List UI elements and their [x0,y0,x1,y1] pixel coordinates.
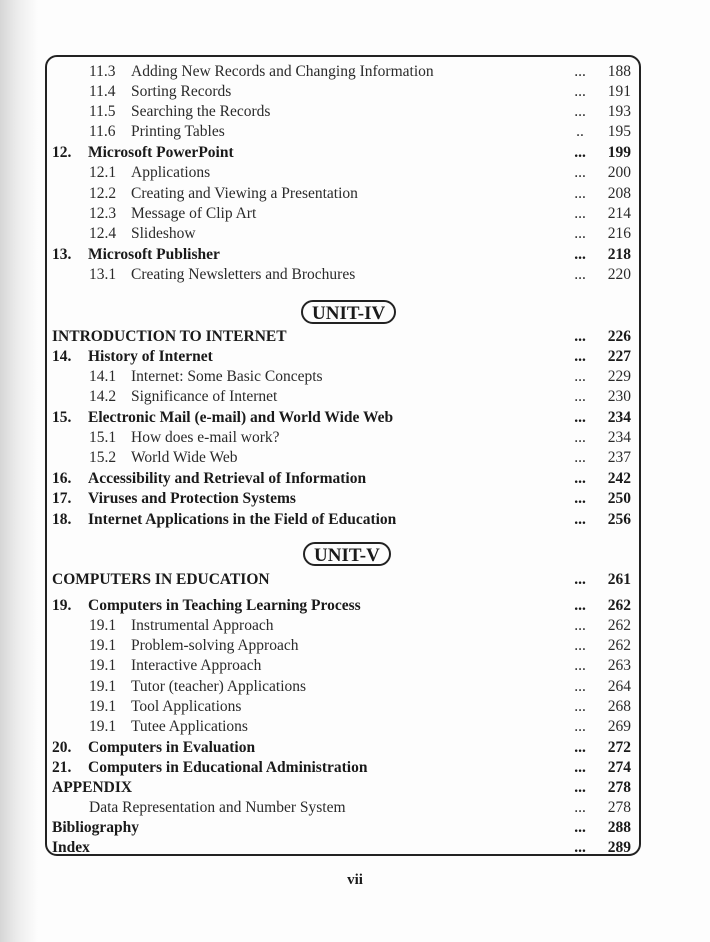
entry-page-number: 264 [607,678,631,695]
toc-entry[interactable] [47,62,639,82]
entry-title: Tutee Applications [131,718,248,735]
toc-entry[interactable] [47,143,639,163]
entry-page-number: 220 [607,266,631,283]
leader-dots: ... [574,429,586,446]
leader-dots: .. [576,123,584,140]
entry-title: Significance of Internet [131,388,278,405]
entry-title: Instrumental Approach [131,617,274,634]
entry-page-number: 269 [607,718,631,735]
entry-number: 14. [52,348,72,365]
leader-dots: ... [574,739,586,756]
leader-dots: ... [574,511,586,528]
toc-entry[interactable] [47,327,639,347]
entry-title: History of Internet [88,348,213,365]
leader-dots: ... [574,571,586,588]
leader-dots: ... [574,819,586,836]
entry-page-number: 262 [607,637,631,654]
leader-dots: ... [574,144,586,161]
entry-number: 14.1 [89,368,117,385]
entry-number: 12. [52,144,72,161]
toc-entry[interactable] [47,224,639,244]
entry-page-number: 289 [607,839,631,856]
entry-number: 12.3 [89,205,117,222]
leader-dots: ... [574,718,586,735]
toc-entry[interactable] [47,102,639,122]
leader-dots: ... [574,617,586,634]
toc-entry[interactable] [47,838,639,858]
toc-entry[interactable] [47,184,639,204]
entry-title: COMPUTERS IN EDUCATION [52,571,270,588]
entry-page-number: 193 [607,103,631,120]
entry-number: 19.1 [89,617,117,634]
entry-number: 13. [52,246,72,263]
entry-title: Index [52,839,90,856]
leader-dots: ... [574,637,586,654]
entry-title: APPENDIX [52,779,133,796]
leader-dots: ... [574,205,586,222]
toc-entry[interactable] [47,717,639,737]
leader-dots: ... [574,225,586,242]
entry-page-number: 229 [607,368,631,385]
toc-entry[interactable] [47,636,639,656]
entry-number: 12.4 [89,225,117,242]
entry-page-number: 218 [607,246,631,263]
entry-number: 12.2 [89,185,117,202]
leader-dots: ... [574,266,586,283]
entry-page-number: 230 [607,388,631,405]
toc-entry[interactable] [47,245,639,265]
entry-title: Computers in Teaching Learning Process [88,597,361,614]
leader-dots: ... [574,678,586,695]
toc-entry[interactable] [47,408,639,428]
leader-dots: ... [574,368,586,385]
entry-title: Accessibility and Retrieval of Information [88,470,367,487]
leader-dots: ... [574,449,586,466]
toc-entry[interactable] [47,758,639,778]
toc-entry[interactable] [47,122,639,142]
toc-entry[interactable] [47,818,639,838]
leader-dots: ... [574,698,586,715]
entry-title: Internet Applications in the Field of Education [88,511,397,528]
entry-title: How does e-mail work? [131,429,280,446]
toc-entry[interactable] [47,489,639,509]
leader-dots: ... [574,388,586,405]
entry-page-number: 227 [607,348,631,365]
entry-title: Data Representation and Number System [89,799,346,816]
entry-title: Bibliography [52,819,139,836]
entry-title: Slideshow [131,225,196,242]
leader-dots: ... [574,63,586,80]
entry-title: Internet: Some Basic Concepts [131,368,323,385]
leader-dots: ... [574,597,586,614]
entry-page-number: 191 [607,83,631,100]
toc-entry[interactable] [47,677,639,697]
entry-title: Creating Newsletters and Brochures [131,266,356,283]
entry-page-number: 199 [607,144,631,161]
entry-title: Searching the Records [131,103,271,120]
entry-page-number: 274 [607,759,631,776]
leader-dots: ... [574,348,586,365]
entry-page-number: 272 [607,739,631,756]
table-of-contents [45,55,641,856]
leader-dots: ... [574,657,586,674]
entry-page-number: 234 [607,409,631,426]
entry-number: 18. [52,511,72,528]
leader-dots: ... [574,759,586,776]
leader-dots: ... [574,799,586,816]
leader-dots: ... [574,83,586,100]
page-number: vii [347,872,363,888]
entry-number: 19.1 [89,637,117,654]
entry-page-number: 278 [607,799,631,816]
entry-number: 15.2 [89,449,117,466]
entry-number: 17. [52,490,72,507]
leader-dots: ... [574,328,586,345]
entry-page-number: 214 [607,205,631,222]
entry-title: Tool Applications [131,698,242,715]
entry-number: 11.4 [89,83,116,100]
leader-dots: ... [574,103,586,120]
entry-page-number: 268 [607,698,631,715]
toc-entry[interactable] [47,469,639,489]
leader-dots: ... [574,409,586,426]
entry-number: 12.1 [89,164,117,181]
toc-entry[interactable] [47,656,639,676]
entry-title: Computers in Evaluation [88,739,256,756]
toc-entry[interactable] [47,387,639,407]
entry-number: 19.1 [89,657,117,674]
toc-entry[interactable] [47,448,639,468]
entry-number: 19.1 [89,718,117,735]
entry-number: 11.5 [89,103,116,120]
toc-entry[interactable] [47,596,639,616]
entry-number: 14.2 [89,388,117,405]
toc-entry[interactable] [47,347,639,367]
leader-dots: ... [574,185,586,202]
entry-page-number: 288 [607,819,631,836]
entry-title: World Wide Web [131,449,238,466]
entry-page-number: 262 [607,617,631,634]
leader-dots: ... [574,164,586,181]
entry-number: 11.3 [89,63,116,80]
entry-title: Microsoft Publisher [88,246,220,263]
entry-number: 19.1 [89,678,117,695]
leader-dots: ... [574,839,586,856]
toc-entry[interactable] [47,367,639,387]
toc-entry[interactable] [47,697,639,717]
entry-title: Sorting Records [131,83,232,100]
entry-page-number: 216 [607,225,631,242]
entry-number: 19. [52,597,72,614]
entry-number: 15. [52,409,72,426]
entry-page-number: 263 [607,657,631,674]
entry-number: 19.1 [89,698,117,715]
leader-dots: ... [574,470,586,487]
toc-entry[interactable] [47,82,639,102]
entry-number: 15.1 [89,429,117,446]
entry-page-number: 278 [607,779,631,796]
entry-title: Computers in Educational Administration [88,759,368,776]
entry-title: Applications [131,164,211,181]
entry-title: Printing Tables [131,123,225,140]
entry-title: Electronic Mail (e-mail) and World Wide Web [88,409,394,426]
entry-page-number: 256 [607,511,631,528]
entry-title: Microsoft PowerPoint [88,144,234,161]
entry-page-number: 234 [607,429,631,446]
entry-page-number: 226 [607,328,631,345]
entry-title: Problem-solving Approach [131,637,299,654]
entry-page-number: 195 [607,123,631,140]
toc-entry[interactable] [47,510,639,530]
toc-entry[interactable] [47,163,639,183]
leader-dots: ... [574,490,586,507]
entry-page-number: 242 [607,470,631,487]
entry-title: Tutor (teacher) Applications [131,678,307,695]
entry-title: Creating and Viewing a Presentation [131,185,358,202]
entry-page-number: 208 [607,185,631,202]
entry-number: 21. [52,759,72,776]
entry-page-number: 250 [607,490,631,507]
toc-entry[interactable] [47,738,639,758]
entry-page-number: 188 [607,63,631,80]
entry-number: 11.6 [89,123,116,140]
entry-page-number: 200 [607,164,631,181]
page-edge-shadow [0,0,38,942]
toc-entry[interactable] [47,204,639,224]
entry-number: 13.1 [89,266,117,283]
leader-dots: ... [574,779,586,796]
leader-dots: ... [574,246,586,263]
entry-title: Interactive Approach [131,657,262,674]
entry-title: Adding New Records and Changing Information [131,63,434,80]
entry-number: 16. [52,470,72,487]
entry-number: 20. [52,739,72,756]
toc-entry[interactable] [47,570,639,590]
entry-page-number: 262 [607,597,631,614]
toc-entry[interactable] [47,428,639,448]
toc-entry[interactable] [47,265,639,285]
entry-title: Message of Clip Art [131,205,257,222]
entry-page-number: 261 [607,571,631,588]
entry-page-number: 237 [607,449,631,466]
entry-title: Viruses and Protection Systems [88,490,296,507]
toc-entry[interactable] [47,778,639,798]
unit-v-heading: UNIT-V [303,542,391,566]
toc-entry[interactable] [47,798,639,818]
unit-iv-heading: UNIT-IV [301,300,396,324]
entry-title: INTRODUCTION TO INTERNET [52,328,287,345]
toc-entry[interactable] [47,616,639,636]
